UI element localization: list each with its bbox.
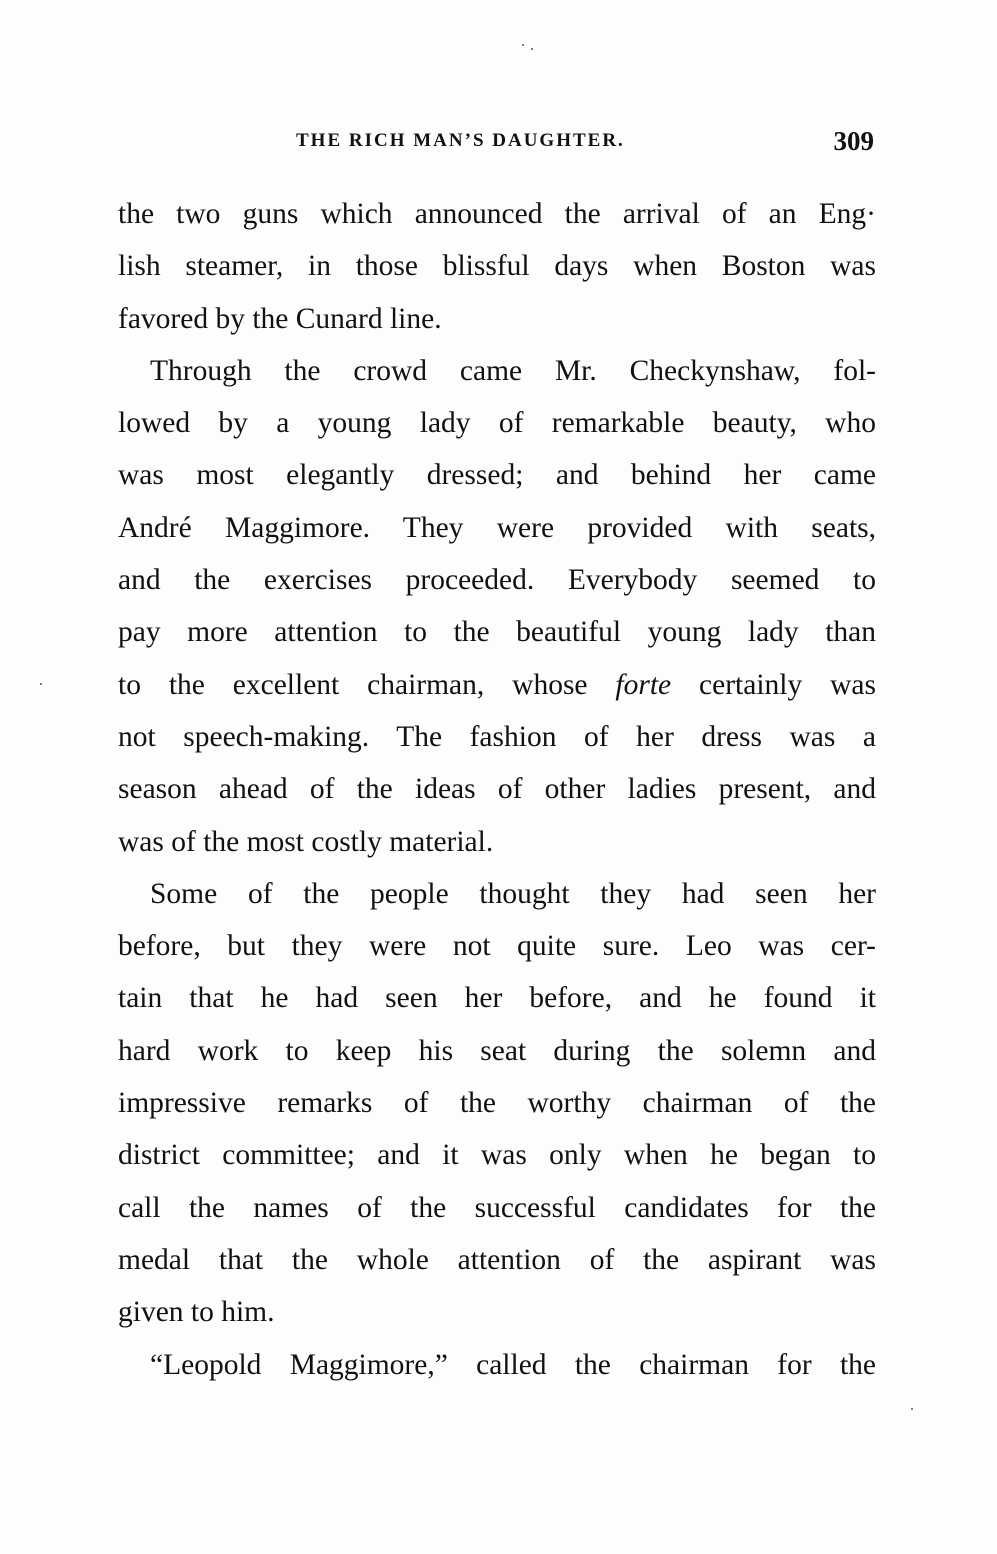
scan-speck: [522, 44, 524, 46]
scan-speck: [531, 48, 533, 50]
text-line: Some of the people thought they had seen her: [150, 877, 876, 910]
page-number: 309: [833, 126, 874, 156]
text-line: pay more attention to the beautiful young lady than: [118, 616, 876, 649]
text-line: André Maggimore. They were provided with seats,: [118, 511, 876, 544]
text-line: hard work to keep his seat during the solemn and: [118, 1034, 876, 1067]
text-line: tain that he had seen her before, and he found it: [118, 982, 876, 1015]
text-line: district committee; and it was only when he began to: [118, 1139, 876, 1172]
text-line: impressive remarks of the worthy chairman of the: [118, 1087, 876, 1120]
text-line: lowed by a young lady of remarkable beauty, who: [118, 407, 876, 440]
scan-speck: [40, 683, 42, 685]
text-line: season ahead of the ideas of other ladies present, and: [118, 773, 876, 806]
text-line: before, but they were not quite sure. Leo was cer-: [118, 930, 876, 963]
text-line: lish steamer, in those blissful days when Boston was: [118, 250, 876, 283]
text-line: the two guns which announced the arrival of an Eng·: [118, 198, 876, 230]
page-header: [118, 126, 878, 162]
text-line: favored by the Cunard line.: [118, 302, 442, 335]
body-text: [118, 188, 876, 1391]
text-line: Through the crowd came Mr. Checkynshaw, fol-: [150, 354, 876, 387]
text-line: to the excellent chairman, whose forte certainly was: [118, 668, 876, 701]
text-line: “Leopold Maggimore,” called the chairman for the: [150, 1348, 876, 1381]
text-line: and the exercises proceeded. Everybody seemed to: [118, 564, 876, 597]
text-line: medal that the whole attention of the aspirant was: [118, 1243, 876, 1276]
text-line: call the names of the successful candidates for the: [118, 1191, 876, 1224]
running-head: THE RICH MAN’S DAUGHTER.: [296, 130, 625, 151]
text-line: was most elegantly dressed; and behind her came: [118, 459, 876, 492]
text-line: not speech-making. The fashion of her dress was a: [118, 720, 876, 753]
text-line: given to him.: [118, 1296, 275, 1329]
italic-word: forte: [615, 668, 672, 701]
text-line: was of the most costly material.: [118, 825, 494, 858]
scan-speck: [911, 1408, 913, 1410]
